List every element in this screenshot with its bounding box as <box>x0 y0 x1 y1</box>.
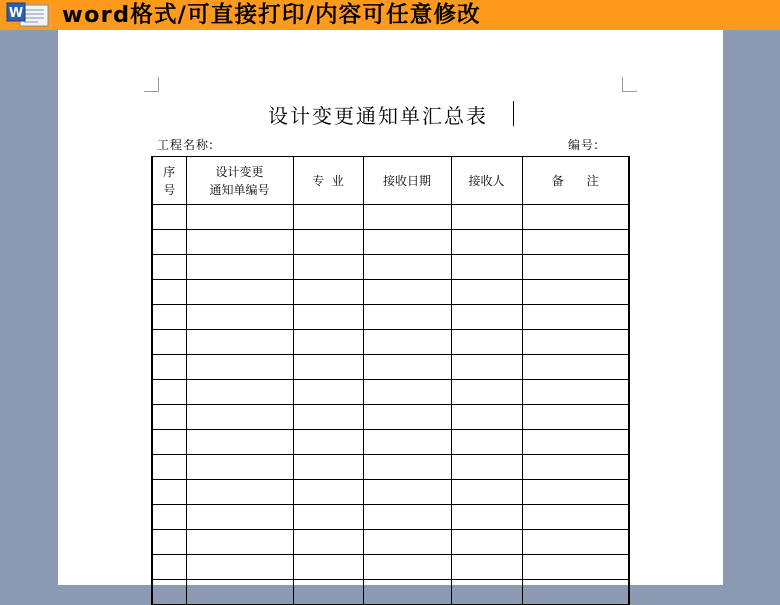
table-cell[interactable] <box>451 580 522 605</box>
top-banner <box>0 0 780 30</box>
header-receive-date[interactable] <box>363 157 451 205</box>
table-cell[interactable] <box>363 380 451 405</box>
header-change-notice-number[interactable] <box>186 157 293 205</box>
table-cell[interactable] <box>293 380 363 405</box>
table-cell[interactable] <box>363 480 451 505</box>
table-cell[interactable] <box>186 530 293 555</box>
table-cell[interactable] <box>186 280 293 305</box>
table-cell[interactable] <box>186 430 293 455</box>
table-cell[interactable] <box>363 530 451 555</box>
table-cell[interactable] <box>152 480 186 505</box>
table-cell[interactable] <box>363 355 451 380</box>
table-header-row <box>152 157 629 205</box>
text-cursor <box>513 101 514 126</box>
header-specialty[interactable] <box>293 157 363 205</box>
table-cell[interactable] <box>451 430 522 455</box>
table-cell[interactable] <box>363 405 451 430</box>
table-cell[interactable] <box>152 555 186 580</box>
table-cell[interactable] <box>451 455 522 480</box>
table-row <box>152 380 629 405</box>
table-cell[interactable] <box>451 330 522 355</box>
table-row <box>152 530 629 555</box>
table-cell[interactable] <box>522 480 629 505</box>
table-cell[interactable] <box>293 305 363 330</box>
table-cell[interactable] <box>186 205 293 230</box>
table-cell[interactable] <box>451 230 522 255</box>
banner-text: word格式/可直接打印/内容可任意修改 <box>62 2 481 28</box>
table-cell[interactable] <box>522 255 629 280</box>
table-cell[interactable] <box>186 355 293 380</box>
table-body <box>152 205 629 605</box>
header-remarks-label: 备 注 <box>551 173 599 188</box>
table-cell[interactable] <box>186 230 293 255</box>
table-cell[interactable] <box>363 255 451 280</box>
table-row <box>152 355 629 380</box>
table-cell[interactable] <box>152 330 186 355</box>
table-cell[interactable] <box>152 455 186 480</box>
table-cell[interactable] <box>152 430 186 455</box>
number-label[interactable]: 编号: <box>568 138 600 152</box>
table-cell[interactable] <box>363 230 451 255</box>
table-cell[interactable] <box>451 380 522 405</box>
table-cell[interactable] <box>522 405 629 430</box>
table-cell[interactable] <box>363 305 451 330</box>
table-cell[interactable] <box>363 505 451 530</box>
table-cell[interactable] <box>363 555 451 580</box>
table-cell[interactable] <box>293 255 363 280</box>
table-cell[interactable] <box>152 305 186 330</box>
table-cell[interactable] <box>293 330 363 355</box>
table-cell[interactable] <box>293 355 363 380</box>
table-cell[interactable] <box>522 305 629 330</box>
header-change-notice-line1: 设计变更 <box>215 164 264 179</box>
table-cell[interactable] <box>451 280 522 305</box>
margin-corner-top-left <box>144 77 159 92</box>
table-cell[interactable] <box>451 305 522 330</box>
table-cell[interactable] <box>451 405 522 430</box>
table-cell[interactable] <box>293 455 363 480</box>
header-serial[interactable] <box>152 157 186 205</box>
table-cell[interactable] <box>451 205 522 230</box>
table-cell[interactable] <box>152 230 186 255</box>
table-cell[interactable] <box>293 555 363 580</box>
table-cell[interactable] <box>293 280 363 305</box>
table-cell[interactable] <box>451 480 522 505</box>
table-cell[interactable] <box>152 280 186 305</box>
table-cell[interactable] <box>293 430 363 455</box>
table-cell[interactable] <box>451 505 522 530</box>
header-change-notice-line2: 通知单编号 <box>209 182 270 197</box>
table-cell[interactable] <box>522 330 629 355</box>
table-cell[interactable] <box>363 205 451 230</box>
table-row <box>152 230 629 255</box>
header-receiver[interactable] <box>451 157 522 205</box>
table-cell[interactable] <box>293 230 363 255</box>
table-cell[interactable] <box>522 205 629 230</box>
table-cell[interactable] <box>152 530 186 555</box>
table-row <box>152 430 629 455</box>
table-cell[interactable] <box>522 280 629 305</box>
table-cell[interactable] <box>522 230 629 255</box>
table-cell[interactable] <box>293 530 363 555</box>
table-cell[interactable] <box>186 305 293 330</box>
header-serial-line2: 号 <box>163 182 176 197</box>
table-row <box>152 505 629 530</box>
table-cell[interactable] <box>186 505 293 530</box>
table-cell[interactable] <box>186 455 293 480</box>
table-cell[interactable] <box>186 555 293 580</box>
table-row <box>152 205 629 230</box>
table-cell[interactable] <box>522 430 629 455</box>
table-cell[interactable] <box>363 455 451 480</box>
table-cell[interactable] <box>186 255 293 280</box>
summary-table[interactable] <box>151 156 630 605</box>
table-cell[interactable] <box>363 330 451 355</box>
table-cell[interactable] <box>451 255 522 280</box>
table-row <box>152 330 629 355</box>
table-cell[interactable] <box>451 530 522 555</box>
header-receiver-label: 接收人 <box>468 173 505 188</box>
table-cell[interactable] <box>522 580 629 605</box>
table-row <box>152 305 629 330</box>
table-cell[interactable] <box>186 380 293 405</box>
table-cell[interactable] <box>186 480 293 505</box>
table-cell[interactable] <box>522 380 629 405</box>
header-serial-line1: 序 <box>163 164 176 179</box>
header-remarks[interactable] <box>522 157 629 205</box>
table-row <box>152 455 629 480</box>
table-row <box>152 405 629 430</box>
project-name-label[interactable]: 工程名称: <box>157 138 215 152</box>
table-cell[interactable] <box>293 580 363 605</box>
header-receive-date-label: 接收日期 <box>382 173 431 188</box>
table-row <box>152 255 629 280</box>
table-cell[interactable] <box>186 405 293 430</box>
table-cell[interactable] <box>152 580 186 605</box>
table-cell[interactable] <box>152 205 186 230</box>
svg-text:W: W <box>8 6 24 21</box>
table-cell[interactable] <box>152 355 186 380</box>
word-document-icon <box>4 2 52 28</box>
header-specialty-label: 专 业 <box>312 173 344 188</box>
table-cell[interactable] <box>152 505 186 530</box>
table-row <box>152 580 629 605</box>
table-cell[interactable] <box>522 505 629 530</box>
document-title[interactable]: 设计变更通知单汇总表 <box>268 104 488 128</box>
table-cell[interactable] <box>522 555 629 580</box>
table-row <box>152 555 629 580</box>
table-cell[interactable] <box>152 380 186 405</box>
table-cell[interactable] <box>363 430 451 455</box>
table-cell[interactable] <box>186 330 293 355</box>
table-cell[interactable] <box>293 480 363 505</box>
table-row <box>152 280 629 305</box>
table-cell[interactable] <box>451 355 522 380</box>
table-cell[interactable] <box>152 255 186 280</box>
table-row <box>152 480 629 505</box>
table-cell[interactable] <box>186 580 293 605</box>
table-cell[interactable] <box>522 355 629 380</box>
table-cell[interactable] <box>363 580 451 605</box>
margin-corner-top-right <box>622 77 637 92</box>
table-cell[interactable] <box>152 405 186 430</box>
table-cell[interactable] <box>451 555 522 580</box>
table-cell[interactable] <box>293 505 363 530</box>
table-cell[interactable] <box>293 205 363 230</box>
table-cell[interactable] <box>363 280 451 305</box>
table-cell[interactable] <box>293 405 363 430</box>
table-cell[interactable] <box>522 455 629 480</box>
table-cell[interactable] <box>522 530 629 555</box>
